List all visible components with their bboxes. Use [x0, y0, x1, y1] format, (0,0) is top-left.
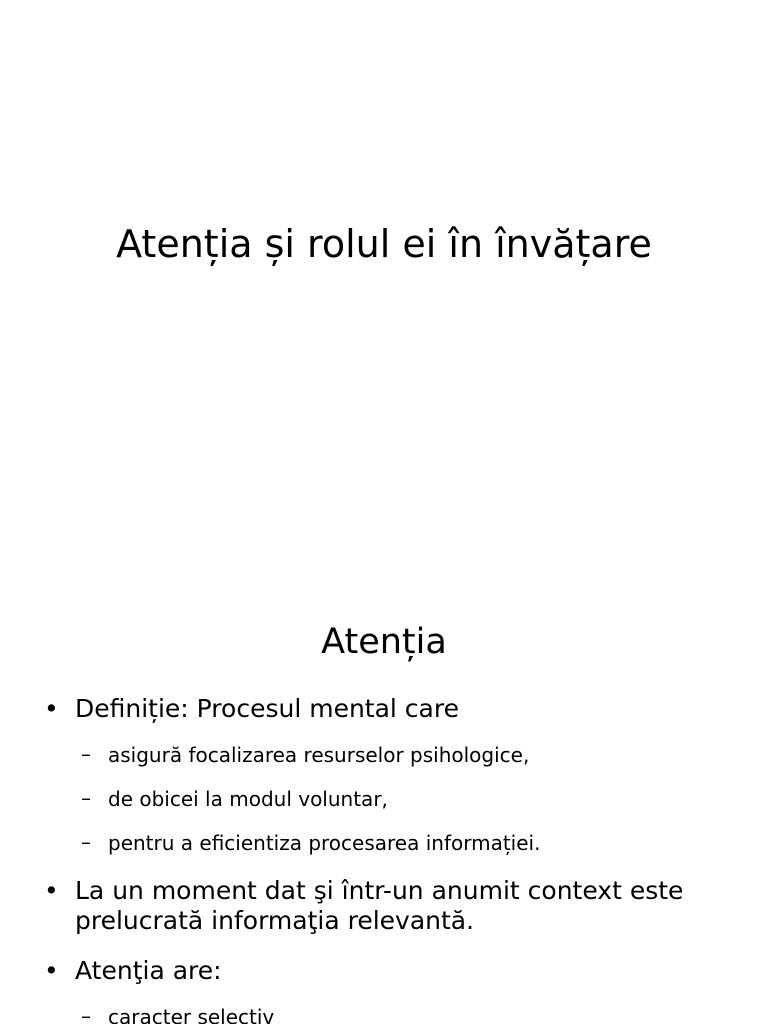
dash-icon: –: [81, 786, 91, 810]
sub-bullet-item: [81, 1004, 275, 1024]
bullet-text: Atenţia are:: [75, 956, 222, 985]
dash-icon: –: [81, 1004, 91, 1024]
bullet-text: La un moment dat şi într-un anumit context este prelucrată informaţia relevantă.: [75, 876, 684, 935]
bullet-item-attention-has: [44, 956, 725, 986]
slide-2: [0, 576, 768, 1024]
bullet-list: [0, 576, 768, 1024]
bullet-item-definition: [44, 694, 725, 724]
slide-1-title: Atenția și rolul ei în învățare: [116, 222, 652, 266]
sub-bullet-item: [81, 742, 530, 768]
bullet-item-context: [44, 876, 725, 936]
sub-bullet-item: [81, 786, 388, 812]
sub-bullet-text: pentru a eficientiza procesarea informației.: [108, 831, 541, 855]
bullet-text: Definiție: Procesul mental care: [75, 694, 459, 723]
bullet-dot-icon: •: [44, 876, 59, 905]
bullet-dot-icon: •: [44, 956, 59, 985]
slide-2-title: Atenția: [321, 622, 447, 662]
dash-icon: –: [81, 830, 91, 854]
dash-icon: –: [81, 742, 91, 766]
sub-bullet-text: asigură focalizarea resurselor psihologice,: [108, 743, 530, 767]
sub-bullet-text: caracter selectiv: [108, 1005, 275, 1024]
sub-bullet-text: de obicei la modul voluntar,: [108, 787, 388, 811]
bullet-dot-icon: •: [44, 694, 59, 723]
sub-bullet-item: [81, 830, 541, 856]
